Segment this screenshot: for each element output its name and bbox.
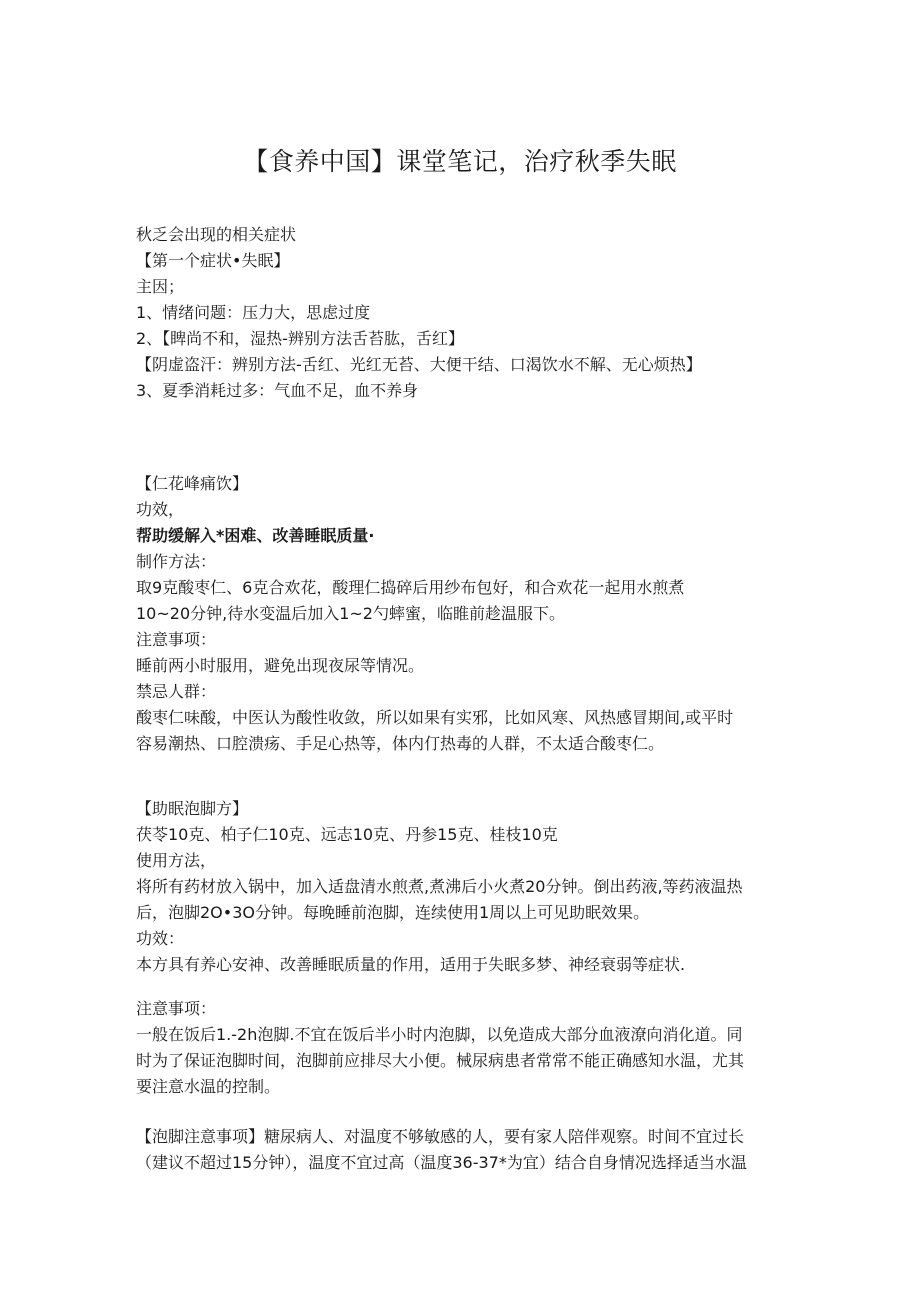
drink-method-line: 10~20分钟,待水变温后加入1~2勺蟀蜜，临睢前趁温服下。 (136, 604, 565, 623)
footbath-heading: 【助眠泡脚方】 (136, 799, 249, 818)
section-footbath-notes (136, 996, 786, 1100)
footbath-efficacy-label: 功效： (136, 929, 185, 948)
symptom-heading: 【第一个症状•失眠】 (136, 251, 290, 270)
section-footbath (136, 796, 786, 978)
footbath-notes-line: 要注意水温的控制。 (136, 1077, 281, 1096)
footbath-caution-line: 【泡脚注意事项】糖尿病人、对温度不够敏感的人，要有家人陪伴观察。时间不宜过长 (136, 1127, 745, 1146)
drink-method-label: 制作方法： (136, 552, 217, 571)
drink-contra-line: 酸枣仁味酸，中医认为酸性收敛，所以如果有实邪，比如风寒、风热感冒期间,或平时 (136, 708, 734, 727)
drink-notes-label: 注意事项： (136, 630, 217, 649)
footbath-usage-line: 将所有药材放入锅中，加入适盘清水煎煮,煮沸后小火煮20分钟。倒出药液,等药液温热 (136, 877, 743, 896)
drink-notes-text: 睡前两小时服用，避免出现夜尿等情况。 (136, 656, 425, 675)
drink-contra-line: 容易潮热、口腔溃疡、手足心热等，体内仃热毒的人群，不太适合酸枣仁。 (136, 734, 665, 753)
drink-contra-label: 禁忌人群： (136, 682, 217, 701)
drink-heading: 【仁花峰痛饮】 (136, 474, 249, 493)
footbath-usage-label: 使用方法， (136, 851, 217, 870)
cause-label: 主因； (136, 277, 185, 296)
page-title: 【食养中国】课堂笔记，治疗秋季失眠 (243, 147, 677, 176)
footbath-ingredients: 茯苓10克、柏子仁10克、远志10克、丹参15克、桂枝10克 (136, 825, 558, 844)
section-intro: 秋乏会出现的相关症状 (136, 225, 297, 244)
footbath-efficacy-text: 本方具有养心安神、改善睡眠质量的作用，适用于失眠多梦、神经衰弱等症状. (136, 955, 686, 974)
cause-item-2: 2、【睥尚不和，湿热-辨别方法舌苔肱，舌红】 (136, 329, 464, 348)
footbath-notes-line: 一般在饭后1.-2h泡脚.不宜在饭后半小时内泡脚，以免造成大部分血液潦向消化道。同 (136, 1025, 743, 1044)
section-symptoms (136, 222, 786, 404)
footbath-caution-line: （建议不超过15分钟），温度不宜过高（温度36-37*为宜）结合自身情况选择适当水温 (136, 1153, 747, 1172)
cause-item-1: 1、情绪问题：压力大，思虑过度 (136, 303, 371, 322)
drink-efficacy-text: 帮助缓解入*困难、改善睡眠质量· (136, 526, 375, 545)
drink-method-line: 取9克酸枣仁、6克合欢花，酸理仁捣碎后用纱布包好，和合欢花一起用水煎煮 (136, 578, 685, 597)
footbath-notes-label: 注意事项： (136, 999, 217, 1018)
cause-item-yin: 【阴虚盗汗：辨别方法-舌红、光红无苔、大便干结、口渴饮水不解、无心烦热】 (136, 355, 702, 374)
section-drink (136, 471, 786, 757)
section-footbath-cautions (136, 1124, 786, 1176)
drink-efficacy-label: 功效， (136, 500, 185, 519)
footbath-notes-line: 时为了保证泡脚时间，泡脚前应排尽大小便。械尿病患者常常不能正确感知水温，尤其 (136, 1051, 745, 1070)
footbath-usage-line: 后，泡脚2O•3O分钟。每晚睡前泡脚，连续使用1周以上可见助眠效果。 (136, 903, 650, 922)
cause-item-3: 3、夏季消耗过多：气血不足，血不养身 (136, 381, 419, 400)
